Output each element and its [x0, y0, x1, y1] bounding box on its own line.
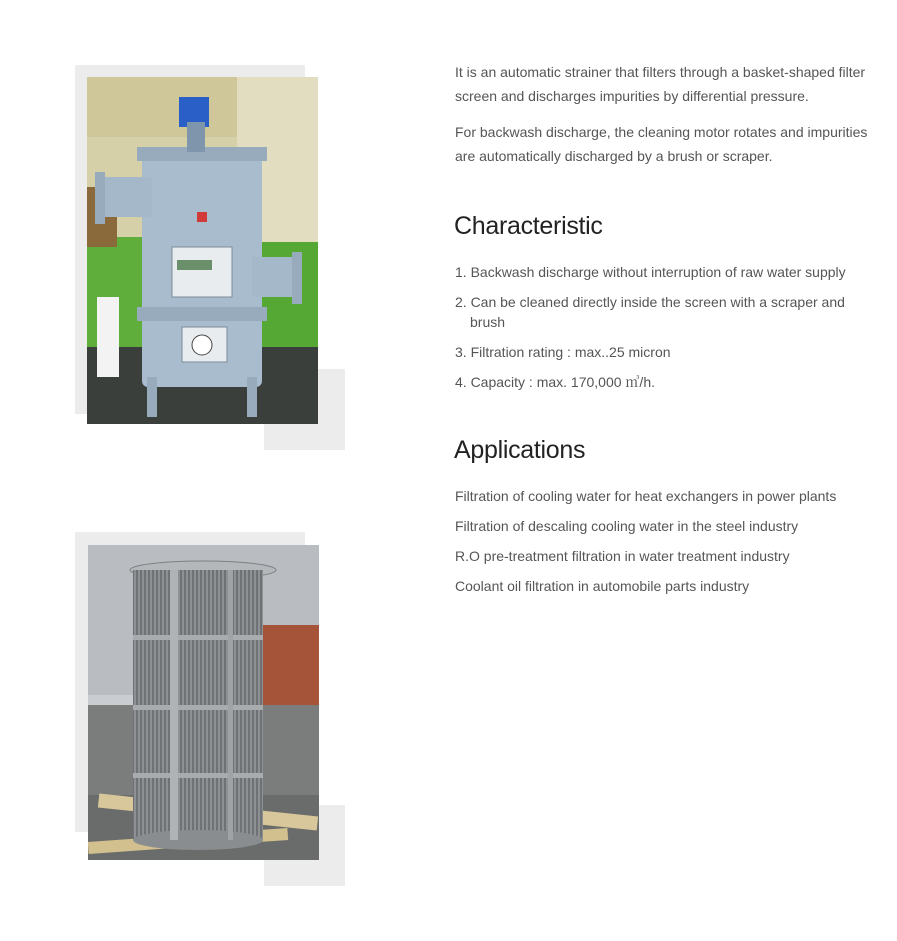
intro-paragraph-1: It is an automatic strainer that filters through a basket-shaped filter screen and discharges impurities by differential pressure. [455, 64, 866, 104]
characteristic-item: 4. Capacity : max. 170,000 ㎥/h. [455, 374, 655, 390]
applications-heading: Applications [454, 436, 586, 464]
application-item: R.O pre-treatment filtration in water treatment industry [455, 548, 790, 564]
applications-list [455, 486, 836, 606]
characteristic-heading: Characteristic [454, 212, 603, 240]
application-item: Coolant oil filtration in automobile parts industry [455, 578, 750, 594]
application-item: Filtration of descaling cooling water in the steel industry [455, 518, 799, 534]
characteristic-list [455, 262, 875, 402]
characteristic-item: 3. Filtration rating : max..25 micron [455, 344, 671, 360]
application-item: Filtration of cooling water for heat exchangers in power plants [455, 488, 837, 504]
basket-filter-screen-photo [88, 545, 319, 860]
intro-section [455, 60, 875, 180]
characteristic-item: 2. Can be cleaned directly inside the screen with a scraper and brush [455, 294, 845, 330]
intro-paragraph-2: For backwash discharge, the cleaning motor rotates and impurities are automatically discharged by a brush or scraper. [455, 124, 868, 164]
automatic-strainer-photo [87, 77, 318, 424]
characteristic-item: 1. Backwash discharge without interruption of raw water supply [455, 264, 846, 280]
